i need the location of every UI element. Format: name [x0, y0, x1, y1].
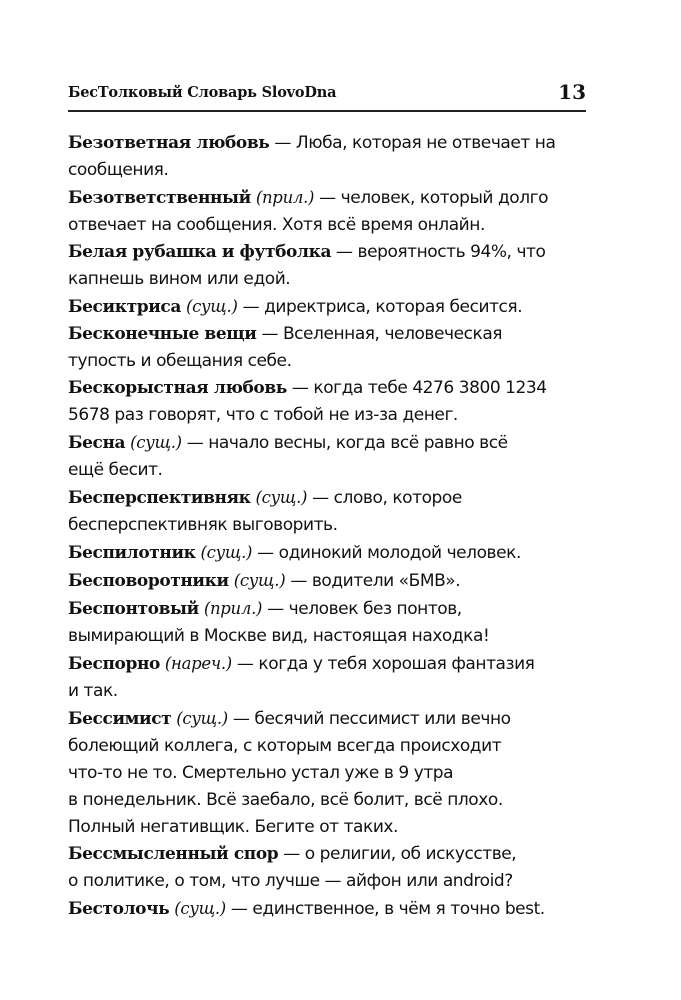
entry-line	[68, 787, 598, 814]
entry-line	[68, 348, 598, 375]
entry-definition-text: — начало весны, когда всё равно всё	[186, 433, 508, 453]
entry-definition-text: ещё бесит.	[68, 460, 163, 480]
entry-definition-text: — когда у тебя хорошая фантазия	[236, 654, 535, 674]
entry-term: Бесповоротники	[68, 571, 229, 591]
entry-line	[68, 239, 598, 266]
entry-line	[68, 184, 598, 212]
entry-definition-text: — Вселенная, человеческая	[261, 324, 503, 344]
dictionary-entry	[68, 375, 598, 429]
entry-definition-text: — единственное, в чём я точно best.	[230, 899, 545, 919]
entry-term: Беспорно	[68, 654, 160, 674]
entry-line	[68, 678, 598, 705]
entry-part-of-speech: (сущ.)	[176, 709, 228, 728]
entry-definition-text: отвечает на сообщения. Хотя всё время онлайн.	[68, 215, 485, 235]
entry-term: Бесиктриса	[68, 297, 181, 317]
entry-line	[68, 567, 598, 595]
dictionary-entry	[68, 239, 598, 293]
entry-definition-text: в понедельник. Всё заебало, всё болит, всё плохо.	[68, 790, 503, 810]
entry-line	[68, 705, 598, 733]
entry-line	[68, 266, 598, 293]
entry-definition-text: — о религии, об искусстве,	[283, 844, 517, 864]
entry-definition-text: — слово, которое	[312, 488, 462, 508]
entry-line	[68, 650, 598, 678]
entry-line	[68, 814, 598, 841]
entry-definition-text: — человек без понтов,	[267, 599, 462, 619]
dictionary-entries	[68, 130, 598, 923]
entry-definition-text: тупость и обещания себе.	[68, 351, 292, 371]
dictionary-entry	[68, 895, 598, 923]
entry-line	[68, 512, 598, 539]
entry-part-of-speech: (нареч.)	[164, 654, 232, 673]
entry-part-of-speech: (сущ.)	[174, 899, 226, 918]
entry-definition-text: что-то не то. Смертельно устал уже в 9 утра	[68, 763, 454, 783]
entry-part-of-speech: (прил.)	[255, 188, 315, 207]
entry-definition-text: Полный негативщик. Бегите от таких.	[68, 817, 398, 837]
entry-definition-text: болеющий коллега, с которым всегда происходит	[68, 736, 502, 756]
entry-line	[68, 321, 598, 348]
entry-definition-text: — человек, который долго	[319, 188, 549, 208]
entry-part-of-speech: (сущ.)	[185, 297, 238, 316]
entry-term: Безответственный	[68, 188, 251, 208]
entry-definition-text: — Люба, которая не отвечает на	[274, 133, 556, 153]
entry-definition-text: вымирающий в Москве вид, настоящая находка!	[68, 626, 490, 646]
entry-definition-text: сообщения.	[68, 160, 169, 180]
running-header	[68, 80, 586, 110]
dictionary-entry	[68, 321, 598, 375]
dictionary-entry	[68, 539, 598, 567]
entry-line	[68, 895, 598, 923]
header-divider	[68, 110, 586, 112]
entry-definition-text: — когда тебе 4276 3800 1234	[291, 378, 547, 398]
dictionary-entry	[68, 841, 598, 895]
dictionary-entry	[68, 595, 598, 650]
entry-part-of-speech: (сущ.)	[255, 488, 308, 507]
dictionary-entry	[68, 429, 598, 484]
entry-term: Бессмысленный спор	[68, 844, 279, 864]
entry-definition-text: — директриса, которая бесится.	[242, 297, 523, 317]
entry-definition-text: капнешь вином или едой.	[68, 269, 291, 289]
entry-term: Бесконечные вещи	[68, 324, 257, 344]
entry-line	[68, 212, 598, 239]
dictionary-entry	[68, 650, 598, 705]
dictionary-entry	[68, 130, 598, 184]
entry-definition-text: 5678 раз говорят, что с тобой не из-за денег.	[68, 405, 458, 425]
book-title: БесТолковый Словарь SlovoDna	[68, 84, 337, 101]
entry-term: Бессимист	[68, 709, 172, 729]
entry-term: Бесперспективняк	[68, 488, 251, 508]
entry-line	[68, 841, 598, 868]
entry-line	[68, 595, 598, 623]
entry-term: Бесна	[68, 433, 126, 453]
entry-line	[68, 733, 598, 760]
entry-term: Бескорыстная любовь	[68, 378, 287, 398]
page-number: 13	[558, 80, 586, 104]
entry-line	[68, 293, 598, 321]
entry-part-of-speech: (сущ.)	[233, 571, 286, 590]
dictionary-entry	[68, 184, 598, 239]
entry-line	[68, 484, 598, 512]
entry-term: Беспонтовый	[68, 599, 199, 619]
entry-term: Белая рубашка и футболка	[68, 242, 332, 262]
entry-line	[68, 157, 598, 184]
entry-line	[68, 539, 598, 567]
dictionary-entry	[68, 705, 598, 841]
entry-definition-text: — одинокий молодой человек.	[257, 543, 521, 563]
entry-definition-text: — бесячий пессимист или вечно	[232, 709, 511, 729]
entry-line	[68, 375, 598, 402]
dictionary-entry	[68, 567, 598, 595]
entry-term: Беспилотник	[68, 543, 196, 563]
entry-line	[68, 457, 598, 484]
entry-definition-text: о политике, о том, что лучше — айфон или android?	[68, 871, 513, 891]
entry-definition-text: бесперспективняк выговорить.	[68, 515, 338, 535]
entry-line	[68, 429, 598, 457]
dictionary-entry	[68, 293, 598, 321]
entry-part-of-speech: (сущ.)	[130, 433, 182, 452]
entry-term: Безответная любовь	[68, 133, 270, 153]
entry-line	[68, 760, 598, 787]
entry-term: Бестолочь	[68, 899, 170, 919]
entry-definition-text: и так.	[68, 681, 118, 701]
entry-definition-text: — вероятность 94%, что	[336, 242, 546, 262]
entry-line	[68, 402, 598, 429]
entry-part-of-speech: (сущ.)	[200, 543, 253, 562]
entry-definition-text: — водители «БМВ».	[290, 571, 461, 591]
entry-line	[68, 623, 598, 650]
dictionary-entry	[68, 484, 598, 539]
entry-line	[68, 130, 598, 157]
entry-line	[68, 868, 598, 895]
entry-part-of-speech: (прил.)	[203, 599, 263, 618]
